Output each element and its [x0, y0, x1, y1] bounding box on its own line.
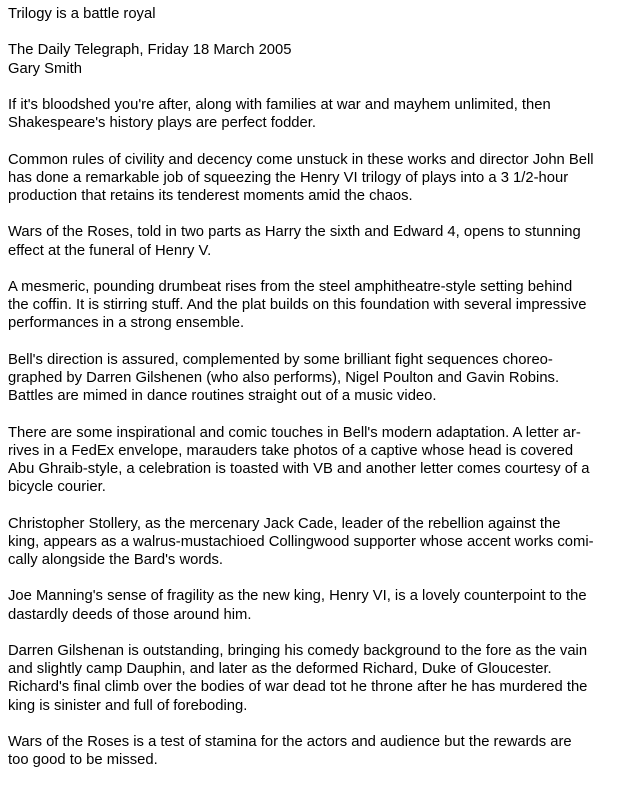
- text-line: Wars of the Roses is a test of stamina for the actors and audience but the rewards are: [8, 733, 572, 750]
- text-line: cally alongside the Bard's words.: [8, 551, 224, 568]
- text-line: Joe Manning's sense of fragility as the new king, Henry VI, is a lovely counterpoint to the: [8, 588, 587, 605]
- text-line: Shakespeare's history plays are perfect fodder.: [8, 115, 316, 132]
- text-line: Christopher Stollery, as the mercenary Jack Cade, leader of the rebellion against the: [8, 515, 561, 532]
- author-line: Gary Smith: [8, 60, 82, 77]
- text-line: the coffin. It is stirring stuff. And the plat builds on this foundation with several impressive: [8, 297, 587, 314]
- text-line: Wars of the Roses, told in two parts as Harry the sixth and Edward 4, opens to stunning: [8, 224, 581, 241]
- paragraph-3: [8, 223, 614, 259]
- text-line: There are some inspirational and comic touches in Bell's modern adaptation. A letter ar-: [8, 424, 581, 441]
- text-line: Darren Gilshenan is outstanding, bringing his comedy background to the fore as the vain: [8, 642, 588, 659]
- text-line: king is sinister and full of foreboding.: [8, 697, 248, 714]
- text-line: performances in a strong ensemble.: [8, 315, 245, 332]
- text-line: bicycle courier.: [8, 479, 106, 496]
- paragraph-9: [8, 642, 614, 715]
- paragraph-6: [8, 424, 614, 497]
- paragraph-4: [8, 278, 614, 333]
- text-line: Richard's final climb over the bodies of war dead tot he throne after he has murdered the: [8, 679, 588, 696]
- text-line: king, appears as a walrus-mustachioed Collingwood supporter whose accent works comi-: [8, 533, 594, 550]
- headline: Trilogy is a battle royal: [8, 6, 156, 22]
- paragraph-5: [8, 351, 614, 406]
- paragraph-8: [8, 587, 614, 623]
- text-line: Bell's direction is assured, complemented by some brilliant fight sequences choreo-: [8, 351, 553, 368]
- paragraph-10: [8, 733, 614, 769]
- text-line: rives in a FedEx envelope, marauders take photos of a captive whose head is covered: [8, 442, 574, 459]
- text-line: has done a remarkable job of squeezing the Henry VI trilogy of plays into a 3 1/2-hour: [8, 169, 569, 186]
- text-line: Battles are mimed in dance routines straight out of a music video.: [8, 388, 437, 405]
- text-line: Common rules of civility and decency come unstuck in these works and director John Bell: [8, 151, 594, 168]
- paragraph-2: [8, 151, 614, 206]
- text-line: A mesmeric, pounding drumbeat rises from the steel amphitheatre-style setting behind: [8, 278, 573, 295]
- byline-block: [8, 41, 614, 77]
- article: [8, 5, 614, 788]
- text-line: graphed by Darren Gilshenen (who also performs), Nigel Poulton and Gavin Robins.: [8, 369, 560, 386]
- text-line: If it's bloodshed you're after, along with families at war and mayhem unlimited, then: [8, 96, 551, 113]
- paragraph-1: [8, 96, 614, 132]
- text-line: and slightly camp Dauphin, and later as the deformed Richard, Duke of Gloucester.: [8, 661, 552, 678]
- text-line: too good to be missed.: [8, 752, 158, 769]
- paragraph-7: [8, 515, 614, 570]
- text-line: dastardly deeds of those around him.: [8, 606, 252, 623]
- source-line: The Daily Telegraph, Friday 18 March 2005: [8, 42, 292, 59]
- text-line: effect at the funeral of Henry V.: [8, 242, 212, 259]
- text-line: production that retains its tenderest moments amid the chaos.: [8, 187, 413, 204]
- text-line: Abu Ghraib-style, a celebration is toasted with VB and another letter comes courtesy of a: [8, 460, 590, 477]
- article-body: [8, 96, 614, 769]
